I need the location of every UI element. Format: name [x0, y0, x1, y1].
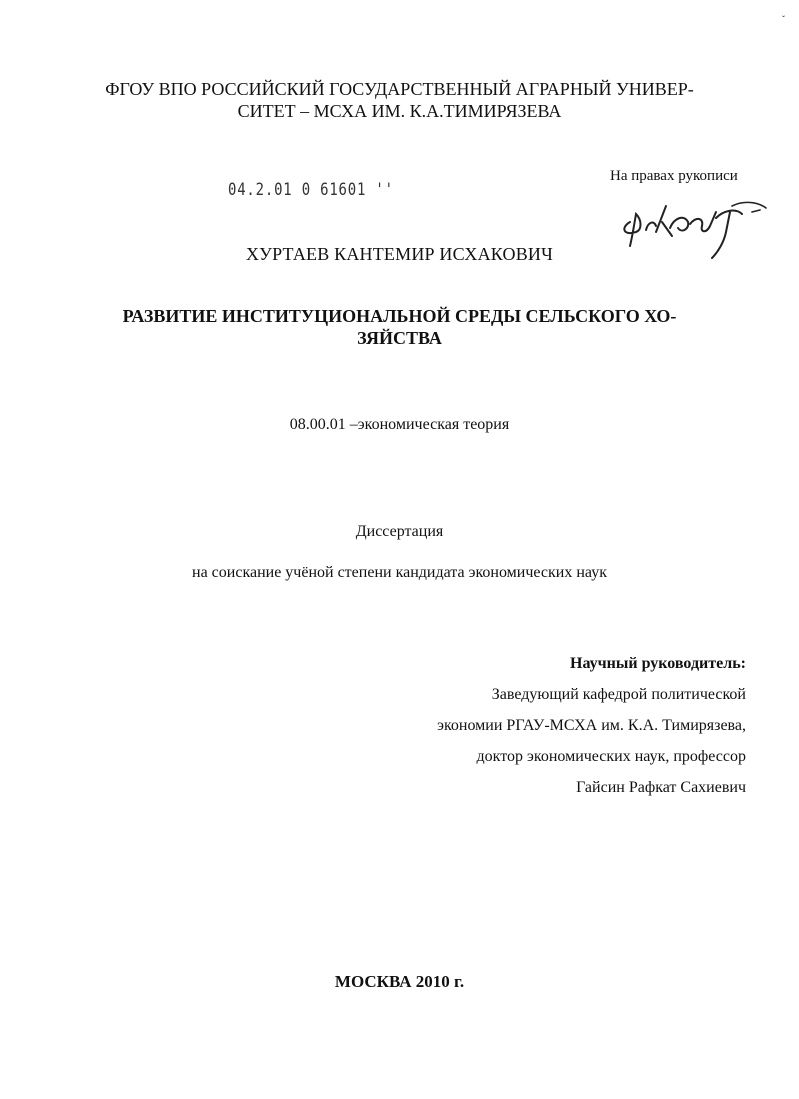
dissertation-title — [0, 305, 799, 349]
supervisor-degree-line: доктор экономических наук, профессор — [476, 748, 746, 765]
manuscript-rights-label: На правах рукописи — [610, 168, 738, 184]
document-type: Диссертация — [355, 523, 444, 540]
supervisor-heading: Научный руководитель: — [570, 655, 746, 672]
city-year: МОСКВА 2010 г. — [334, 972, 465, 991]
registration-stamp: 04.2.01 0 61601 '' — [228, 180, 394, 200]
institution-header — [0, 78, 799, 122]
degree-statement: на соискание учёной степени кандидата экономических наук — [192, 564, 607, 581]
author-name: ХУРТАЕВ КАНТЕМИР ИСХАКОВИЧ — [245, 244, 554, 264]
supervisor-block — [437, 648, 746, 803]
specialty-code: 08.00.01 –экономическая теория — [289, 416, 510, 433]
supervisor-position-line-2: экономии РГАУ-МСХА им. К.А. Тимирязева, — [437, 717, 746, 734]
institution-line-2: СИТЕТ – МСХА ИМ. К.А.ТИМИРЯЗЕВА — [237, 101, 562, 121]
scan-corner-mark: ˇ — [782, 14, 785, 24]
title-line-1: РАЗВИТИЕ ИНСТИТУЦИОНАЛЬНОЙ СРЕДЫ СЕЛЬСКОГО ХО- — [122, 306, 677, 326]
title-line-2: ЗЯЙСТВА — [357, 328, 442, 348]
institution-line-1: ФГОУ ВПО РОССИЙСКИЙ ГОСУДАРСТВЕННЫЙ АГРАРНЫЙ УНИВЕР- — [105, 79, 694, 99]
supervisor-name: Гайсин Рафкат Сахиевич — [576, 779, 746, 796]
supervisor-position-line-1: Заведующий кафедрой политической — [491, 686, 746, 703]
